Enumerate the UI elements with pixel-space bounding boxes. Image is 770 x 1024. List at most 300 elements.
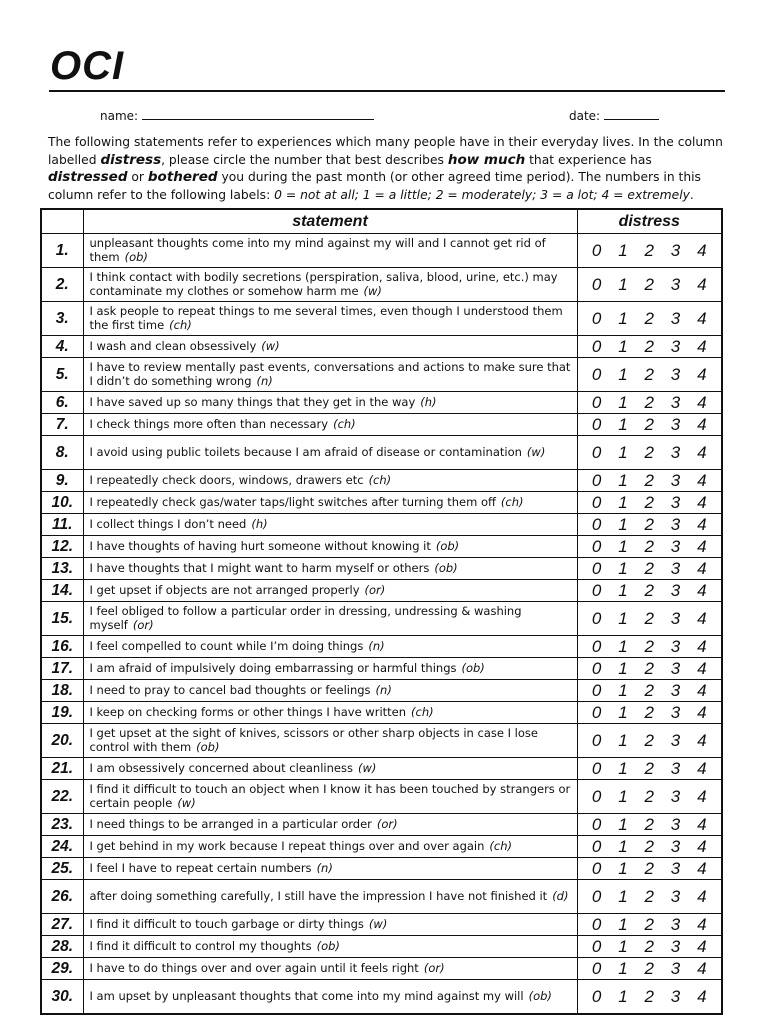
distress-rating (577, 702, 722, 724)
rating-option-2[interactable]: 2 (644, 986, 654, 1006)
item-statement (83, 234, 577, 268)
rating-option-0[interactable]: 0 (591, 936, 602, 956)
item-statement (83, 268, 577, 302)
statement-text: I have saved up so many things that they get in the way (89, 394, 416, 409)
rating-option-2[interactable]: 2 (644, 392, 654, 412)
item-number: 8. (41, 436, 83, 470)
rating-option-4[interactable]: 4 (697, 858, 707, 878)
item-statement (83, 758, 577, 780)
subscale-code: (n) (375, 682, 392, 697)
distress-rating (577, 514, 722, 536)
item-statement (83, 680, 577, 702)
instructions-paragraph: The following statements refer to experiences which many people have in their everyday lives. In the column labelled distress, please circle the number that best describes how much that experience has distressed or bothered you during the past month (or other agreed time period). The numbers in this column refer to the following labels: 0 = not at all; 1 = a little; 2 = moderately; 3 = a lot; 4 = extremely. (48, 135, 723, 202)
rating-option-0[interactable]: 0 (591, 702, 602, 722)
rating-option-3[interactable]: 3 (670, 936, 681, 956)
rating-option-2[interactable]: 2 (644, 702, 654, 722)
rating-option-4[interactable]: 4 (697, 514, 707, 534)
distress-rating (577, 470, 722, 492)
subscale-code: (ch) (500, 494, 524, 509)
rating-option-4[interactable]: 4 (697, 730, 707, 750)
distress-rating (577, 392, 722, 414)
distress-rating (577, 758, 722, 780)
distress-rating (577, 658, 722, 680)
item-statement (83, 636, 577, 658)
table-row (41, 980, 722, 1015)
rating-option-2[interactable]: 2 (644, 836, 654, 856)
table-row (41, 858, 722, 880)
rating-option-0[interactable]: 0 (591, 274, 602, 294)
item-statement (83, 958, 577, 980)
rating-option-4[interactable]: 4 (697, 392, 707, 412)
item-statement (83, 536, 577, 558)
rating-option-1[interactable]: 1 (618, 914, 628, 934)
rating-option-0[interactable]: 0 (591, 240, 602, 260)
table-row (41, 880, 722, 914)
subscale-code: (ob) (316, 938, 340, 953)
rating-option-2[interactable]: 2 (644, 240, 654, 260)
rating-option-3[interactable]: 3 (670, 336, 681, 356)
rating-option-4[interactable]: 4 (697, 308, 707, 328)
distress-rating (577, 880, 722, 914)
distress-rating (577, 536, 722, 558)
subscale-code: (ch) (489, 838, 513, 853)
item-statement (83, 702, 577, 724)
table-row (41, 302, 722, 336)
rating-option-2[interactable]: 2 (644, 786, 654, 806)
statement-text: I get upset if objects are not arranged properly (89, 582, 360, 597)
rating-option-1[interactable]: 1 (618, 936, 628, 956)
rating-option-2[interactable]: 2 (644, 336, 654, 356)
rating-option-0[interactable]: 0 (591, 986, 602, 1006)
rating-option-1[interactable]: 1 (618, 636, 628, 656)
statement-text: I need things to be arranged in a particular order (89, 816, 372, 831)
statement-text: I repeatedly check doors, windows, drawers etc (89, 472, 364, 487)
rating-option-3[interactable]: 3 (670, 730, 681, 750)
distress-rating (577, 234, 722, 268)
rating-option-2[interactable]: 2 (644, 936, 654, 956)
item-number: 30. (41, 980, 83, 1015)
item-statement (83, 436, 577, 470)
rating-option-0[interactable]: 0 (591, 658, 602, 678)
rating-option-2[interactable]: 2 (644, 914, 654, 934)
rating-option-0[interactable]: 0 (591, 308, 602, 328)
table-row (41, 436, 722, 470)
rating-option-2[interactable]: 2 (644, 442, 654, 462)
name-blank-line[interactable] (142, 108, 374, 120)
item-number: 24. (41, 836, 83, 858)
item-statement (83, 980, 577, 1015)
table-row (41, 470, 722, 492)
subscale-code: (or) (364, 582, 386, 597)
rating-option-0[interactable]: 0 (591, 914, 602, 934)
rating-option-3[interactable]: 3 (670, 514, 681, 534)
statement-text: I think contact with bodily secretions (perspiration, saliva, blood, urine, etc.) may contaminate my clothes or somehow harm me (89, 269, 558, 298)
item-statement (83, 302, 577, 336)
rating-option-0[interactable]: 0 (591, 514, 602, 534)
table-row (41, 536, 722, 558)
item-number: 3. (41, 302, 83, 336)
rating-option-0[interactable]: 0 (591, 958, 602, 978)
rating-option-1[interactable]: 1 (618, 364, 628, 384)
distress-rating (577, 780, 722, 814)
rating-option-1[interactable]: 1 (618, 702, 628, 722)
date-blank-line[interactable] (604, 108, 659, 120)
distress-rating (577, 492, 722, 514)
table-row (41, 780, 722, 814)
rating-option-4[interactable]: 4 (697, 336, 707, 356)
rating-option-4[interactable]: 4 (697, 580, 707, 600)
rating-option-3[interactable]: 3 (670, 786, 681, 806)
statement-text: I have to review mentally past events, conversations and actions to make sure that I didn’t do something wrong (89, 359, 571, 388)
rating-option-3[interactable]: 3 (670, 308, 681, 328)
item-statement (83, 858, 577, 880)
rating-option-1[interactable]: 1 (618, 608, 628, 628)
table-row (41, 234, 722, 268)
distress-rating (577, 858, 722, 880)
form-title: OCI (50, 44, 125, 88)
distress-rating (577, 814, 722, 836)
subscale-code: (w) (363, 284, 382, 298)
statement-text: I get upset at the sight of knives, scissors or other sharp objects in case I lose control with them (89, 725, 538, 754)
subscale-code: (ob) (196, 740, 220, 754)
rating-option-2[interactable]: 2 (644, 580, 654, 600)
item-statement (83, 602, 577, 636)
rating-option-0[interactable]: 0 (591, 558, 602, 578)
rating-option-0[interactable]: 0 (591, 580, 602, 600)
rating-option-1[interactable]: 1 (618, 414, 628, 434)
rating-option-2[interactable]: 2 (644, 608, 654, 628)
rating-option-1[interactable]: 1 (618, 886, 628, 906)
rating-option-0[interactable]: 0 (591, 470, 602, 490)
item-number: 29. (41, 958, 83, 980)
rating-option-1[interactable]: 1 (618, 836, 628, 856)
statement-text: I am upset by unpleasant thoughts that come into my mind against my will (89, 988, 524, 1003)
rating-option-1[interactable]: 1 (618, 758, 628, 778)
statement-text: I get behind in my work because I repeat things over and over again (89, 838, 485, 853)
rating-option-2[interactable]: 2 (644, 470, 654, 490)
statement-text: I have thoughts that I might want to harm myself or others (89, 560, 430, 575)
statement-text: I keep on checking forms or other things I have written (89, 704, 407, 719)
statement-text: I avoid using public toilets because I am afraid of disease or contamination (89, 444, 522, 459)
rating-option-2[interactable]: 2 (644, 886, 654, 906)
rating-option-3[interactable]: 3 (670, 886, 681, 906)
item-number: 6. (41, 392, 83, 414)
rating-option-3[interactable]: 3 (670, 414, 681, 434)
subscale-code: (ch) (169, 318, 192, 332)
item-statement (83, 358, 577, 392)
item-number: 2. (41, 268, 83, 302)
rating-option-4[interactable]: 4 (697, 636, 707, 656)
rating-option-0[interactable]: 0 (591, 758, 602, 778)
table-row (41, 602, 722, 636)
rating-option-4[interactable]: 4 (697, 658, 707, 678)
rating-option-0[interactable]: 0 (591, 492, 602, 512)
rating-option-4[interactable]: 4 (697, 758, 707, 778)
rating-option-1[interactable]: 1 (618, 858, 628, 878)
rating-option-4[interactable]: 4 (697, 536, 707, 556)
rating-option-0[interactable]: 0 (591, 786, 602, 806)
rating-option-0[interactable]: 0 (591, 886, 602, 906)
rating-option-2[interactable]: 2 (644, 958, 654, 978)
rating-option-3[interactable]: 3 (670, 680, 681, 700)
item-number: 15. (41, 602, 83, 636)
distress-rating (577, 980, 722, 1015)
distress-header: distress (577, 209, 722, 234)
table-row (41, 680, 722, 702)
item-number: 23. (41, 814, 83, 836)
rating-option-0[interactable]: 0 (591, 608, 602, 628)
distress-rating (577, 558, 722, 580)
distress-rating (577, 302, 722, 336)
subscale-code: (ob) (435, 538, 460, 553)
rating-option-4[interactable]: 4 (697, 240, 707, 260)
rating-option-2[interactable]: 2 (644, 558, 654, 578)
subscale-code: (w) (368, 916, 388, 931)
rating-option-3[interactable]: 3 (670, 442, 681, 462)
rating-option-3[interactable]: 3 (670, 392, 681, 412)
rating-option-1[interactable]: 1 (618, 986, 628, 1006)
table-row (41, 580, 722, 602)
rating-option-4[interactable]: 4 (697, 986, 707, 1006)
item-statement (83, 336, 577, 358)
item-number: 28. (41, 936, 83, 958)
rating-option-1[interactable]: 1 (618, 658, 628, 678)
rating-option-2[interactable]: 2 (644, 364, 654, 384)
rating-option-3[interactable]: 3 (670, 986, 681, 1006)
rating-option-3[interactable]: 3 (670, 364, 681, 384)
rating-option-1[interactable]: 1 (618, 336, 628, 356)
rating-option-2[interactable]: 2 (644, 414, 654, 434)
rating-option-0[interactable]: 0 (591, 836, 602, 856)
rating-option-3[interactable]: 3 (670, 758, 681, 778)
statement-header: statement (83, 209, 577, 234)
rating-option-0[interactable]: 0 (591, 392, 602, 412)
rating-option-0[interactable]: 0 (591, 442, 602, 462)
item-number: 27. (41, 914, 83, 936)
table-row (41, 658, 722, 680)
rating-option-4[interactable]: 4 (697, 958, 707, 978)
distress-rating (577, 358, 722, 392)
rating-option-3[interactable]: 3 (670, 492, 681, 512)
distress-rating (577, 602, 722, 636)
rating-option-3[interactable]: 3 (670, 636, 681, 656)
item-number: 18. (41, 680, 83, 702)
item-statement (83, 514, 577, 536)
rating-option-0[interactable]: 0 (591, 336, 602, 356)
rating-option-1[interactable]: 1 (618, 274, 628, 294)
table-row (41, 414, 722, 436)
rating-option-2[interactable]: 2 (644, 536, 654, 556)
rating-option-2[interactable]: 2 (644, 514, 654, 534)
rating-option-1[interactable]: 1 (618, 680, 628, 700)
table-row (41, 724, 722, 758)
rating-option-3[interactable]: 3 (670, 558, 681, 578)
distress-rating (577, 268, 722, 302)
item-number: 10. (41, 492, 83, 514)
rating-option-1[interactable]: 1 (618, 558, 628, 578)
item-number: 4. (41, 336, 83, 358)
subscale-code: (w) (261, 338, 280, 353)
table-row (41, 836, 722, 858)
item-number: 19. (41, 702, 83, 724)
rating-option-4[interactable]: 4 (697, 814, 707, 834)
statement-text: unpleasant thoughts come into my mind against my will and I cannot get rid of them (89, 235, 546, 264)
item-statement (83, 392, 577, 414)
rating-option-3[interactable]: 3 (670, 240, 681, 260)
rating-option-4[interactable]: 4 (697, 558, 707, 578)
rating-option-1[interactable]: 1 (618, 580, 628, 600)
distress-rating (577, 914, 722, 936)
subscale-code: (or) (423, 960, 445, 975)
item-number: 20. (41, 724, 83, 758)
rating-option-2[interactable]: 2 (644, 274, 654, 294)
subscale-code: (or) (132, 618, 154, 632)
item-number: 22. (41, 780, 83, 814)
statement-text: I collect things I don’t need (89, 516, 247, 531)
rating-option-2[interactable]: 2 (644, 730, 654, 750)
rating-option-0[interactable]: 0 (591, 414, 602, 434)
rating-option-3[interactable]: 3 (670, 274, 681, 294)
item-number: 11. (41, 514, 83, 536)
rating-option-2[interactable]: 2 (644, 758, 654, 778)
table-row (41, 558, 722, 580)
rating-option-3[interactable]: 3 (670, 914, 681, 934)
rating-option-4[interactable]: 4 (697, 914, 707, 934)
rating-option-1[interactable]: 1 (618, 730, 628, 750)
subscale-code: (h) (251, 516, 268, 531)
subscale-code: (w) (526, 444, 546, 459)
rating-option-0[interactable]: 0 (591, 730, 602, 750)
rating-option-4[interactable]: 4 (697, 836, 707, 856)
subscale-code: (h) (420, 394, 437, 409)
statement-text: I repeatedly check gas/water taps/light switches after turning them off (89, 494, 496, 509)
statement-text: I find it difficult to touch an object when I know it has been touched by strangers or certain people (89, 781, 571, 810)
rating-option-3[interactable]: 3 (670, 814, 681, 834)
rating-option-1[interactable]: 1 (618, 492, 628, 512)
rating-option-3[interactable]: 3 (670, 658, 681, 678)
rating-option-2[interactable]: 2 (644, 308, 654, 328)
subscale-code: (w) (177, 796, 196, 810)
statement-text: I am afraid of impulsively doing embarrassing or harmful things (89, 660, 457, 675)
rating-option-3[interactable]: 3 (670, 536, 681, 556)
subscale-code: (n) (368, 638, 385, 653)
rating-option-3[interactable]: 3 (670, 470, 681, 490)
item-number: 17. (41, 658, 83, 680)
statement-text: I have thoughts of having hurt someone without knowing it (89, 538, 431, 553)
rating-option-2[interactable]: 2 (644, 636, 654, 656)
item-number: 13. (41, 558, 83, 580)
rating-option-2[interactable]: 2 (644, 680, 654, 700)
rating-option-4[interactable]: 4 (697, 936, 707, 956)
name-field[interactable] (100, 108, 374, 123)
rating-option-1[interactable]: 1 (618, 240, 628, 260)
rating-option-4[interactable]: 4 (697, 786, 707, 806)
rating-option-2[interactable]: 2 (644, 858, 654, 878)
item-statement (83, 780, 577, 814)
rating-option-4[interactable]: 4 (697, 274, 707, 294)
statement-text: I am obsessively concerned about cleanliness (89, 760, 353, 775)
item-number: 21. (41, 758, 83, 780)
rating-option-4[interactable]: 4 (697, 414, 707, 434)
rating-option-3[interactable]: 3 (670, 836, 681, 856)
rating-option-0[interactable]: 0 (591, 536, 602, 556)
item-statement (83, 414, 577, 436)
item-number: 14. (41, 580, 83, 602)
oci-table (40, 208, 723, 1015)
subscale-code: (w) (357, 760, 377, 775)
rating-option-2[interactable]: 2 (644, 658, 654, 678)
rating-option-1[interactable]: 1 (618, 958, 628, 978)
item-statement (83, 470, 577, 492)
subscale-code: (ch) (411, 704, 434, 719)
distress-rating (577, 724, 722, 758)
rating-option-4[interactable]: 4 (697, 608, 707, 628)
table-row (41, 336, 722, 358)
rating-option-0[interactable]: 0 (591, 858, 602, 878)
item-statement (83, 558, 577, 580)
rating-option-1[interactable]: 1 (618, 308, 628, 328)
rating-option-4[interactable]: 4 (697, 886, 707, 906)
item-number: 9. (41, 470, 83, 492)
rating-option-3[interactable]: 3 (670, 702, 681, 722)
rating-option-1[interactable]: 1 (618, 786, 628, 806)
item-number: 26. (41, 880, 83, 914)
item-statement (83, 658, 577, 680)
item-statement (83, 936, 577, 958)
distress-rating (577, 436, 722, 470)
rating-option-1[interactable]: 1 (618, 392, 628, 412)
rating-option-2[interactable]: 2 (644, 492, 654, 512)
subscale-code: (or) (376, 816, 398, 831)
item-statement (83, 880, 577, 914)
subscale-code: (n) (256, 374, 273, 388)
rating-option-1[interactable]: 1 (618, 442, 628, 462)
rating-option-3[interactable]: 3 (670, 580, 681, 600)
rating-option-1[interactable]: 1 (618, 814, 628, 834)
item-statement (83, 724, 577, 758)
statement-text: I feel I have to repeat certain numbers (89, 860, 312, 875)
rating-option-3[interactable]: 3 (670, 608, 681, 628)
rating-option-0[interactable]: 0 (591, 636, 602, 656)
rating-option-3[interactable]: 3 (670, 958, 681, 978)
rating-option-4[interactable]: 4 (697, 442, 707, 462)
rating-option-1[interactable]: 1 (618, 514, 628, 534)
table-row (41, 492, 722, 514)
rating-option-1[interactable]: 1 (618, 470, 628, 490)
table-row (41, 636, 722, 658)
date-field[interactable] (569, 108, 659, 123)
title-divider (49, 90, 725, 92)
rating-option-4[interactable]: 4 (697, 492, 707, 512)
rating-option-4[interactable]: 4 (697, 680, 707, 700)
statement-text: after doing something carefully, I still have the impression I have not finished it (89, 888, 548, 903)
rating-option-3[interactable]: 3 (670, 858, 681, 878)
rating-option-0[interactable]: 0 (591, 364, 602, 384)
rating-option-0[interactable]: 0 (591, 814, 602, 834)
statement-text: I ask people to repeat things to me several times, even though I understood them the first time (89, 303, 563, 332)
rating-option-4[interactable]: 4 (697, 364, 707, 384)
rating-option-4[interactable]: 4 (697, 702, 707, 722)
rating-option-1[interactable]: 1 (618, 536, 628, 556)
subscale-code: (n) (316, 860, 333, 875)
statement-text: I wash and clean obsessively (89, 338, 257, 353)
rating-option-4[interactable]: 4 (697, 470, 707, 490)
distress-rating (577, 958, 722, 980)
statement-text: I feel obliged to follow a particular order in dressing, undressing & washing myself (89, 603, 522, 632)
rating-option-0[interactable]: 0 (591, 680, 602, 700)
rating-option-2[interactable]: 2 (644, 814, 654, 834)
item-statement (83, 836, 577, 858)
